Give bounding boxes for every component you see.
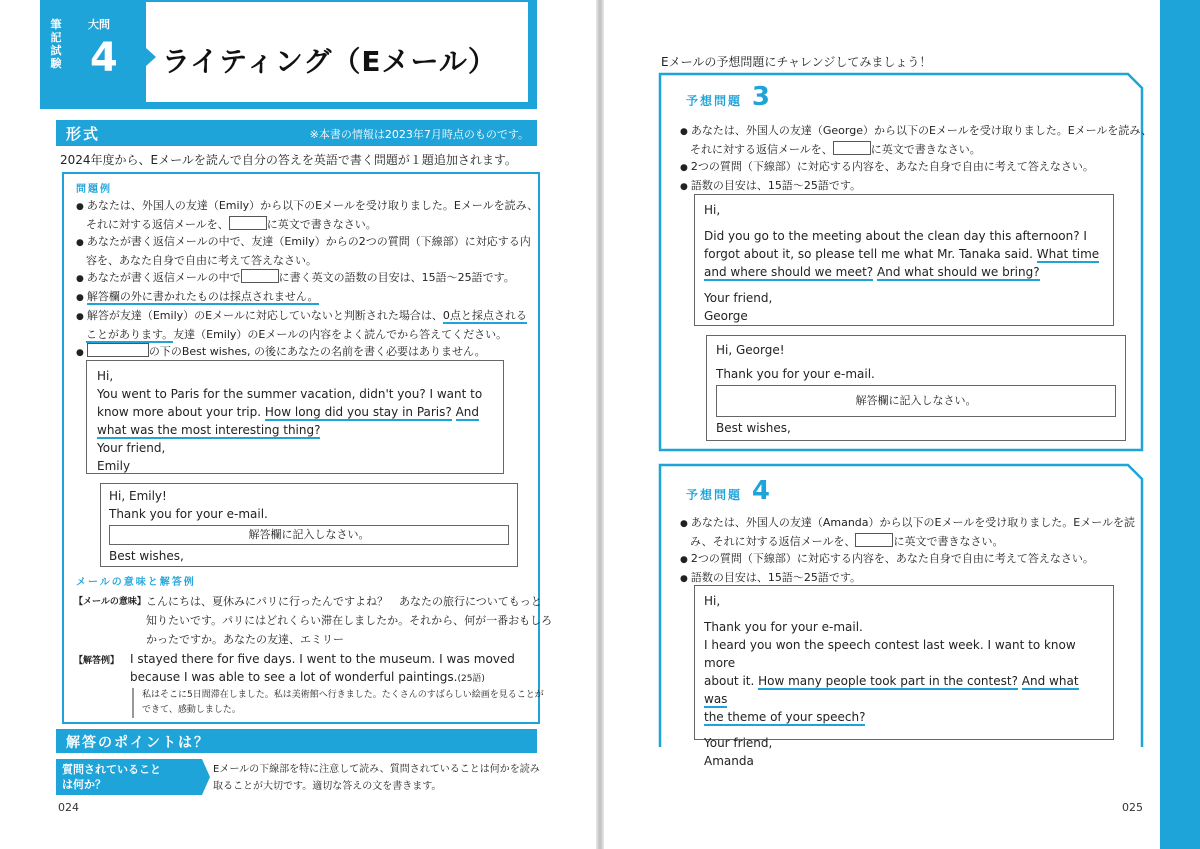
- answer-field[interactable]: 解答欄に記入しなさい。: [109, 525, 509, 545]
- reply-thanks: Thank you for your e-mail.: [716, 367, 875, 381]
- problem4-heading: [686, 476, 770, 506]
- instruction-line: ● あなたが書く返信メールの中で に書く英文の語数の目安は、15語〜25語です。: [76, 269, 526, 288]
- page-number-left: 024: [58, 801, 79, 814]
- reply-closing: Best wishes,: [716, 421, 791, 435]
- email-line: and where should we meet? And what should we bring?: [704, 265, 1040, 279]
- right-intro: Eメールの予想問題にチャレンジしてみましょう！: [661, 55, 932, 69]
- title-arrow-icon: [146, 48, 156, 66]
- meaning-text: こんにちは、夏休みにパリに行ったんですよね？ あなたの旅行についてもっと 知りたいです。パリにはどれくらい滞在しましたか。それから、何が一番おもしろ かったですか。あなたの友達、エミリー: [146, 595, 553, 646]
- format-title: 形式: [66, 125, 101, 143]
- george-email: [694, 194, 1114, 326]
- info-date-note: ※本書の情報は2023年7月時点のものです。: [309, 128, 529, 141]
- answer-translation: 私はそこに5日間滞在しました。私は美術館へ行きました。たくさんのすばらしい絵画を見ることが できて、感動しました。: [132, 688, 544, 718]
- instruction-line: ● 語数の目安は、15語〜25語です。: [680, 177, 1132, 196]
- question-label: 質問されていること は何か？: [56, 759, 202, 795]
- emily-reply: [100, 483, 518, 567]
- emily-email: [86, 360, 504, 474]
- instruction-line: ● あなたは、外国人の友達（Amanda）から以下のEメールを受け取りました。Eメールを読: [680, 514, 1132, 533]
- reply-thanks: Thank you for your e-mail.: [109, 507, 268, 521]
- answer-blank: [87, 343, 149, 357]
- reply-greeting: Hi, George!: [716, 343, 785, 357]
- meaning-tag: 【メールの意味】: [74, 597, 146, 607]
- format-section-bar: [56, 120, 537, 146]
- instruction-line: それに対する返信メールを、 に英文で書きなさい。: [690, 143, 981, 156]
- email-closing: Your friend,: [704, 291, 773, 305]
- email-signature: George: [704, 309, 748, 323]
- instruction-line: ことがあります。友達（Emily）のEメールの内容をよく読んでから答えてください。: [86, 328, 508, 341]
- right-edge-strip: [1160, 0, 1200, 849]
- example-label: 問題例: [76, 184, 112, 195]
- question-advice: Eメールの下線部を特に注意して読み、質問されていることは何かを読み 取ることが大切です。適切な答えの文を書きます。: [213, 764, 540, 792]
- email-line: Did you go to the meeting about the clean day this afternoon? I: [704, 229, 1087, 243]
- meaning-label: メールの意味と解答例: [76, 577, 196, 588]
- instruction-line: 容を、あなた自身で自由に考えて答えなさい。: [86, 254, 317, 267]
- email-line: forgot about it, so please tell me what Mr. Tanaka said. What time: [704, 247, 1100, 261]
- instruction-line: ● 語数の目安は、15語〜25語です。: [680, 569, 1132, 588]
- answer-tag: 【解答例】: [74, 656, 120, 666]
- instruction-line: ● の下のBest wishes, の後にあなたの名前を書く必要はありません。: [76, 343, 526, 362]
- amanda-email: [694, 585, 1114, 768]
- problem4-instructions: [680, 514, 1135, 588]
- section-number: 4: [90, 35, 118, 81]
- answer-example: I stayed there for five days. I went to the museum. I was moved because I was able to see a lot of wonderful paintings.(25語): [130, 652, 515, 684]
- instruction-line: それに対する返信メールを、 に英文で書きなさい。: [86, 218, 377, 231]
- answer-field[interactable]: 解答欄に記入しなさい。: [716, 385, 1116, 417]
- problem3-number: 3: [751, 82, 770, 112]
- instruction-line: ● あなたは、外国人の友達（Emily）から以下のEメールを受け取りました。Eメールを読み、: [76, 197, 526, 216]
- answer-blank: [833, 141, 871, 155]
- instruction-line: ● 解答が友達（Emily）のEメールに対応していないと判断された場合は、0点と採点される: [76, 307, 526, 326]
- email-signature: Emily: [97, 459, 131, 473]
- answer-blank: [241, 269, 279, 283]
- instruction-line: み、それに対する返信メールを、 に英文で書きなさい。: [690, 535, 1004, 548]
- instruction-line: ● 2つの質問（下線部）に対応する内容を、あなた自身で自由に考えて答えなさい。: [680, 550, 1132, 569]
- instruction-line: ● あなたは、外国人の友達（George）から以下のEメールを受け取りました。Eメールを読み、: [680, 122, 1132, 141]
- format-intro: 2024年度から、Eメールを読んで自分の答えを英語で書く問題が１題追加されます。: [60, 153, 517, 167]
- points-title: 解答のポイントは？: [66, 735, 210, 751]
- problem3-instructions: [680, 122, 1153, 196]
- chapter-title: ライティング（Eメール）: [162, 45, 497, 78]
- problem4-label: 予想問題: [686, 488, 743, 502]
- section-label: 大問: [88, 18, 110, 31]
- answer-blank: [855, 533, 893, 547]
- email-line: what was the most interesting thing?: [97, 423, 321, 437]
- page-number-right: 025: [1122, 801, 1143, 814]
- problem4-number: 4: [751, 476, 770, 506]
- email-greeting: Hi,: [704, 594, 721, 608]
- instruction-line: ● 2つの質問（下線部）に対応する内容を、あなた自身で自由に考えて答えなさい。: [680, 158, 1132, 177]
- example-instructions: [76, 197, 539, 362]
- problem3-heading: [686, 82, 770, 112]
- email-line: know more about your trip. How long did you stay in Paris? And: [97, 405, 480, 419]
- email-line: You went to Paris for the summer vacation, didn't you? I want to: [97, 387, 483, 401]
- instruction-line: ● 解答欄の外に書かれたものは採点されません。: [76, 288, 526, 307]
- vertical-label: 筆記試験: [50, 18, 62, 70]
- email-line: about it. How many people took part in the contest? And what was: [704, 674, 1079, 706]
- email-line: Thank you for your e-mail.: [704, 620, 863, 634]
- book-spine: [596, 0, 604, 849]
- email-line: the theme of your speech?: [704, 710, 866, 724]
- problem3-label: 予想問題: [686, 94, 743, 108]
- reply-greeting: Hi, Emily!: [109, 489, 167, 503]
- instruction-line: ● あなたが書く返信メールの中で、友達（Emily）からの2つの質問（下線部）に対応する内: [76, 233, 526, 252]
- email-greeting: Hi,: [97, 369, 114, 383]
- email-line: I heard you won the speech contest last week. I want to know more: [704, 638, 1076, 670]
- answer-blank: [229, 216, 267, 230]
- points-section-bar: [56, 729, 537, 753]
- email-closing: Your friend,: [704, 736, 773, 750]
- question-arrow-icon: [202, 759, 210, 795]
- reply-closing: Best wishes,: [109, 549, 184, 563]
- george-reply: [706, 335, 1126, 441]
- email-signature: Amanda: [704, 754, 754, 768]
- email-closing: Your friend,: [97, 441, 166, 455]
- email-greeting: Hi,: [704, 203, 721, 217]
